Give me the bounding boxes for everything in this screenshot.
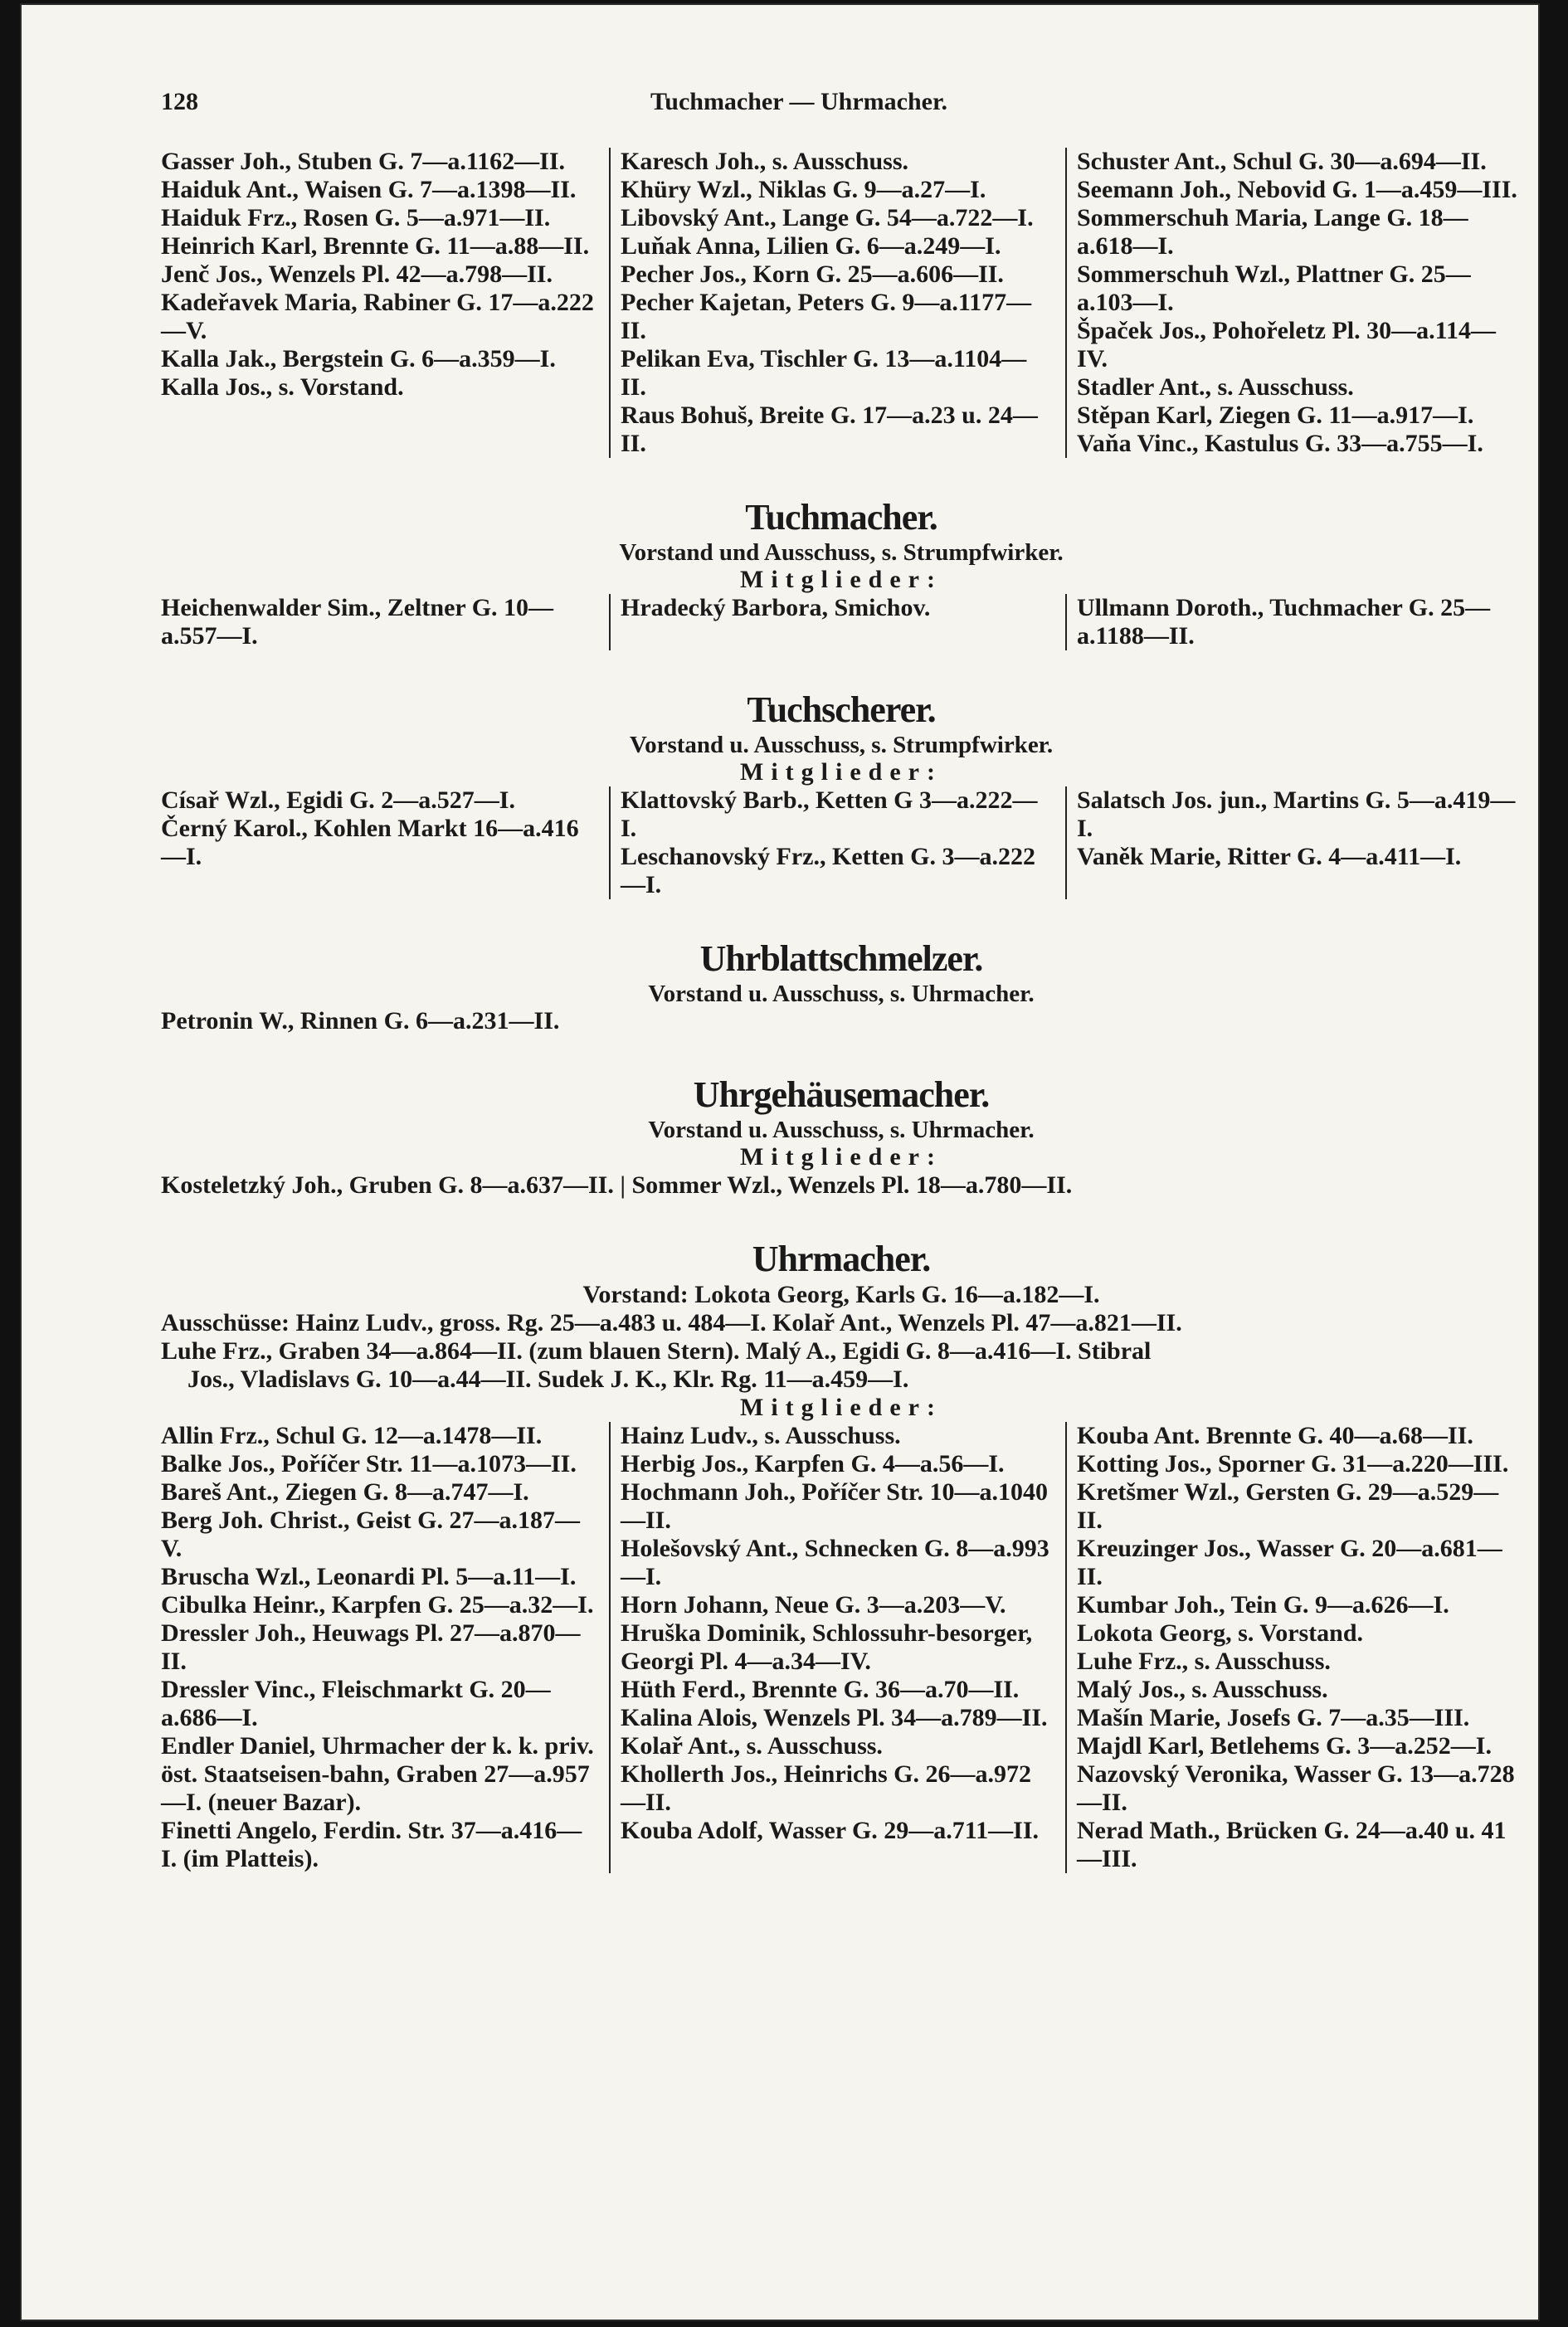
directory-entry: Kouba Adolf, Wasser G. 29—a.711—II. <box>621 1817 1039 1844</box>
directory-entry: Dressler Vinc., Fleischmarkt G. 20—a.686—I. <box>161 1676 551 1731</box>
section-title-tuchmacher: Tuchmacher. <box>745 497 937 538</box>
committee-line: Ausschüsse: Hainz Ludv., gross. Rg. 25—a.483 u. 484—I. Kolař Ant., Wenzels Pl. 47—a.821—II. <box>161 1309 1182 1336</box>
directory-entry: Stadler Ant., s. Ausschuss. <box>1077 373 1354 401</box>
directory-entry: Kosteletzký Joh., Gruben G. 8—a.637—II. | Sommer Wzl., Wenzels Pl. 18—a.780—II. <box>161 1171 1073 1199</box>
directory-entry: Kadeřavek Maria, Rabiner G. 17—a.222—V. <box>161 289 594 344</box>
committee-line: Luhe Frz., Graben 34—a.864—II. (zum blauen Stern). Malý A., Egidi G. 8—a.416—I. Stibral <box>161 1337 1152 1365</box>
members-heading: Mitglieder: <box>740 758 942 786</box>
members-heading: Mitglieder: <box>740 1143 942 1171</box>
directory-entry: Vaňa Vinc., Kastulus G. 33—a.755—I. <box>1077 430 1483 457</box>
directory-entry: Kalina Alois, Wenzels Pl. 34—a.789—II. <box>621 1704 1048 1731</box>
column-1 <box>161 594 609 650</box>
directory-entry: Černý Karol., Kohlen Markt 16—a.416—I. <box>161 815 579 870</box>
column-3 <box>1065 594 1522 650</box>
section-title-uhrblattschmelzer: Uhrblattschmelzer. <box>699 938 983 979</box>
directory-entry: Malý Jos., s. Ausschuss. <box>1077 1676 1328 1703</box>
directory-entry: Stěpan Karl, Ziegen G. 11—a.917—I. <box>1077 402 1474 429</box>
directory-entry: Kolař Ant., s. Ausschuss. <box>621 1732 883 1760</box>
directory-entry: Cibulka Heinr., Karpfen G. 25—a.32—I. <box>161 1591 594 1619</box>
uhrmacher-members <box>161 1422 1522 1873</box>
column-2 <box>609 786 1065 899</box>
directory-entry: Herbig Jos., Karpfen G. 4—a.56—I. <box>621 1450 1005 1477</box>
directory-entry: Leschanovský Frz., Ketten G. 3—a.222—I. <box>621 843 1035 898</box>
directory-entry: Dressler Joh., Heuwags Pl. 27—a.870—II. <box>161 1619 581 1675</box>
directory-entry: Petronin W., Rinnen G. 6—a.231—II. <box>161 1007 560 1034</box>
directory-entry: Majdl Karl, Betlehems G. 3—a.252—I. <box>1077 1732 1492 1760</box>
directory-entry: Finetti Angelo, Ferdin. Str. 37—a.416—I. (im Platteis). <box>161 1817 582 1872</box>
directory-entry: Holešovský Ant., Schnecken G. 8—a.993—I. <box>621 1535 1049 1590</box>
directory-entry: Sommerschuh Wzl., Plattner G. 25—a.103—I. <box>1077 260 1471 316</box>
directory-entry: Pecher Jos., Korn G. 25—a.606—II. <box>621 260 1004 288</box>
board-line: Vorstand: Lokota Georg, Karls G. 16—a.182—I. <box>582 1281 1100 1308</box>
directory-entry: Vaněk Marie, Ritter G. 4—a.411—I. <box>1077 843 1462 870</box>
directory-entry: Haiduk Frz., Rosen G. 5—a.971—II. <box>161 204 551 231</box>
directory-entry: Khüry Wzl., Niklas G. 9—a.27—I. <box>621 176 986 203</box>
column-2 <box>609 1422 1065 1873</box>
top-column-2 <box>609 148 1065 458</box>
members-heading: Mitglieder: <box>740 566 942 593</box>
directory-entry: Hainz Ludv., s. Ausschuss. <box>621 1422 901 1449</box>
directory-entry: Libovský Ant., Lange G. 54—a.722—I. <box>621 204 1034 231</box>
directory-entry: Lokota Georg, s. Vorstand. <box>1077 1619 1364 1647</box>
directory-entry: Hüth Ferd., Brennte G. 36—a.70—II. <box>621 1676 1020 1703</box>
directory-entry: Haiduk Ant., Waisen G. 7—a.1398—II. <box>161 176 577 203</box>
page-sheet <box>22 5 1538 2320</box>
section-subtitle: Vorstand u. Ausschuss, s. Uhrmacher. <box>648 981 1035 1007</box>
top-column-1 <box>161 148 609 458</box>
directory-entry: Karesch Joh., s. Ausschuss. <box>621 148 909 175</box>
section-subtitle: Vorstand und Ausschuss, s. Strumpfwirker. <box>619 539 1064 566</box>
column-3 <box>1065 1422 1522 1873</box>
directory-entry: Khollerth Jos., Heinrichs G. 26—a.972—II. <box>621 1760 1031 1816</box>
page-number: 128 <box>161 88 198 115</box>
top-column-3 <box>1065 148 1522 458</box>
section-subtitle: Vorstand u. Ausschuss, s. Uhrmacher. <box>648 1117 1035 1143</box>
directory-entry: Špaček Jos., Pohořeletz Pl. 30—a.114—IV. <box>1077 317 1496 372</box>
directory-entry: Kretšmer Wzl., Gersten G. 29—a.529—II. <box>1077 1478 1499 1534</box>
directory-entry: Kalla Jos., s. Vorstand. <box>161 373 404 401</box>
directory-entry: Salatsch Jos. jun., Martins G. 5—a.419—I. <box>1077 786 1516 842</box>
section-title-tuchscherer: Tuchscherer. <box>747 689 936 730</box>
directory-entry: Mašín Marie, Josefs G. 7—a.35—III. <box>1077 1704 1470 1731</box>
directory-entry: Schuster Ant., Schul G. 30—a.694—II. <box>1077 148 1487 175</box>
directory-entry: Císař Wzl., Egidi G. 2—a.527—I. <box>161 786 515 814</box>
directory-entry: Hochmann Joh., Poříčer Str. 10—a.1040—II. <box>621 1478 1048 1534</box>
directory-entry: Luhe Frz., s. Ausschuss. <box>1077 1648 1331 1675</box>
directory-entry: Horn Johann, Neue G. 3—a.203—V. <box>621 1591 1006 1619</box>
directory-entry: Pelikan Eva, Tischler G. 13—a.1104—II. <box>621 345 1027 401</box>
directory-entry: Heichenwalder Sim., Zeltner G. 10—a.557—I. <box>161 594 554 650</box>
directory-entry: Sommerschuh Maria, Lange G. 18—a.618—I. <box>1077 204 1468 260</box>
members-heading: Mitglieder: <box>740 1394 942 1421</box>
tuchscherer-members <box>161 786 1522 899</box>
directory-entry: Kouba Ant. Brennte G. 40—a.68—II. <box>1077 1422 1473 1449</box>
directory-entry: Ullmann Doroth., Tuchmacher G. 25—a.1188—II. <box>1077 594 1491 650</box>
directory-entry: Heinrich Karl, Brennte G. 11—a.88—II. <box>161 232 590 260</box>
running-title: Tuchmacher — Uhrmacher. <box>650 88 948 115</box>
directory-entry: Kumbar Joh., Tein G. 9—a.626—I. <box>1077 1591 1449 1619</box>
directory-entry: Kotting Jos., Sporner G. 31—a.220—III. <box>1077 1450 1509 1477</box>
directory-entry: Berg Joh. Christ., Geist G. 27—a.187—V. <box>161 1507 580 1562</box>
running-header <box>161 88 1522 138</box>
directory-entry: Seemann Joh., Nebovid G. 1—a.459—III. <box>1077 176 1517 203</box>
directory-entry: Gasser Joh., Stuben G. 7—a.1162—II. <box>161 148 566 175</box>
column-1 <box>161 1422 609 1873</box>
section-title-uhrgehaeusemacher: Uhrgehäusemacher. <box>693 1074 990 1115</box>
directory-entry: Bareš Ant., Ziegen G. 8—a.747—I. <box>161 1478 529 1506</box>
directory-entry: Kreuzinger Jos., Wasser G. 20—a.681—II. <box>1077 1535 1502 1590</box>
directory-entry: Klattovský Barb., Ketten G 3—a.222—I. <box>621 786 1038 842</box>
directory-entry: Jenč Jos., Wenzels Pl. 42—a.798—II. <box>161 260 553 288</box>
directory-entry: Hradecký Barbora, Smichov. <box>621 594 931 621</box>
directory-entry: Hruška Dominik, Schlossuhr-besorger, Georgi Pl. 4—a.34—IV. <box>621 1619 1033 1675</box>
directory-entry: Pecher Kajetan, Peters G. 9—a.1177—II. <box>621 289 1032 344</box>
section-title-uhrmacher: Uhrmacher. <box>752 1239 931 1279</box>
column-3 <box>1065 786 1522 899</box>
directory-entry: Kalla Jak., Bergstein G. 6—a.359—I. <box>161 345 556 372</box>
directory-entry: Raus Bohuš, Breite G. 17—a.23 u. 24—II. <box>621 402 1038 457</box>
committee-line: Jos., Vladislavs G. 10—a.44—II. Sudek J. K., Klr. Rg. 11—a.459—I. <box>187 1366 909 1393</box>
directory-entry: Endler Daniel, Uhrmacher der k. k. priv. öst. Staatseisen-bahn, Graben 27—a.957—I. (neuer Bazar). <box>161 1732 594 1816</box>
column-2 <box>609 594 1065 650</box>
column-1 <box>161 786 609 899</box>
top-directory-block <box>161 148 1522 458</box>
directory-entry: Luňak Anna, Lilien G. 6—a.249—I. <box>621 232 1001 260</box>
page-content <box>161 88 1522 1873</box>
directory-entry: Bruscha Wzl., Leonardi Pl. 5—a.11—I. <box>161 1563 577 1590</box>
directory-entry: Balke Jos., Poříčer Str. 11—a.1073—II. <box>161 1450 577 1477</box>
directory-entry: Nazovský Veronika, Wasser G. 13—a.728—II. <box>1077 1760 1515 1816</box>
tuchmacher-members <box>161 594 1522 650</box>
section-subtitle: Vorstand u. Ausschuss, s. Strumpfwirker. <box>629 732 1054 758</box>
directory-entry: Nerad Math., Brücken G. 24—a.40 u. 41—III. <box>1077 1817 1507 1872</box>
directory-entry: Allin Frz., Schul G. 12—a.1478—II. <box>161 1422 543 1449</box>
